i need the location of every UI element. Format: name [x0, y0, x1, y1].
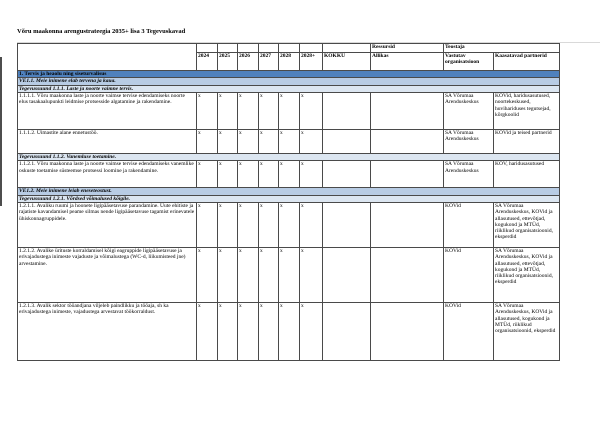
activity-plan-table	[17, 43, 560, 361]
year-mark: x	[238, 129, 259, 153]
year-mark: x	[279, 302, 300, 360]
vastutav-organisatsioon: KOVid	[444, 247, 494, 302]
partner-list: SA Võrumaa Arenduskeskus, KOVid ja allasutused, kogukond ja MTÜd, riiklikud organisatsioonid, eksperdid	[494, 302, 560, 360]
header-teostaja: Teostaja	[444, 44, 560, 53]
kokku-value	[323, 202, 371, 247]
activity-row	[18, 129, 560, 153]
year-mark: x	[197, 92, 218, 129]
vastutav-organisatsioon: KOVid	[444, 302, 494, 360]
year-mark: x	[279, 92, 300, 129]
header-year-2028: 2028	[279, 53, 300, 71]
year-mark: x	[238, 92, 259, 129]
partner-list: SA Võrumaa Arenduskeskus, KOVid ja allasutused, ettevõtjad, kogukond ja MTÜd, riiklikud organisatsioonid, eksperdid	[494, 247, 560, 302]
activity-row	[18, 202, 560, 247]
page-edge-shadow	[0, 57, 2, 206]
section-title: 1. Tervis ja heaolu ning siseturvalisus	[18, 71, 560, 78]
vastutav-organisatsioon: KOVid	[444, 202, 494, 247]
allikas-value	[371, 92, 444, 129]
year-mark: x	[279, 202, 300, 247]
partner-list: KOVid ja teised partnerid	[494, 129, 560, 153]
activity-text: 1.2.1.3. Avalik sektor tööandjana viljeleb paindlikku ja tööaja, sh ka erivajadustega inimeste, vajadustega arvestavat töökorraldust.	[18, 302, 197, 360]
header-empty-cell	[218, 44, 238, 53]
year-mark: x	[279, 129, 300, 153]
year-mark: x	[218, 202, 238, 247]
year-mark: x	[259, 202, 279, 247]
year-mark: x	[197, 129, 218, 153]
year-mark: x	[238, 202, 259, 247]
section-title: VE1.2. Meie inimene leiab eneseteostust.	[18, 188, 560, 195]
year-mark: x	[300, 247, 323, 302]
year-mark: x	[218, 161, 238, 188]
year-mark: x	[197, 247, 218, 302]
year-mark: x	[197, 202, 218, 247]
year-mark: x	[300, 129, 323, 153]
allikas-value	[371, 302, 444, 360]
kokku-value	[323, 129, 371, 153]
allikas-value	[371, 161, 444, 188]
partner-list: SA Võrumaa Arenduskeskus, KOVid ja allasutused, ettevõtjad, kogukond ja MTÜd, riiklikud organisatsioonid, eksperdid	[494, 202, 560, 247]
year-mark: x	[259, 129, 279, 153]
vastutav-organisatsioon: SA Võrumaa Arenduskeskus	[444, 129, 494, 153]
year-mark: x	[218, 92, 238, 129]
section-title: VE1.1. Meie inimene elab tervena ja kaua.	[18, 78, 560, 85]
activity-row	[18, 161, 560, 188]
partner-list: KOV, haridusasutused	[494, 161, 560, 188]
table-header	[18, 44, 560, 71]
kokku-value	[323, 92, 371, 129]
header-year-2027: 2027	[259, 53, 279, 71]
section-title: Tegevussuund 1.1.2. Vanemluse toetamine.	[18, 153, 560, 160]
header-description-cell	[18, 44, 197, 71]
header-vastutav-organisatsioon: Vastutav organisatsioon	[444, 53, 494, 71]
year-mark: x	[197, 161, 218, 188]
activity-table-body	[18, 71, 560, 361]
allikas-value	[371, 129, 444, 153]
activity-row	[18, 92, 560, 129]
activity-text: 1.1.1.2. Uimastite alane ennetustöö.	[18, 129, 197, 153]
year-mark: x	[300, 161, 323, 188]
header-empty-cell	[197, 44, 218, 53]
section-row-level1	[18, 71, 560, 78]
year-mark: x	[259, 92, 279, 129]
header-kaasatavad-partnerid: Kaasatavad partnerid	[494, 53, 560, 71]
year-mark: x	[279, 161, 300, 188]
activity-text: 1.2.1.2. Avalike ürituste korraldamisel kõigi eagruppide ligipääsetavuse ja erivajadustega inimeste vajaduste ja võimalustega (WC-d, liikumisteed jne) arvestamine.	[18, 247, 197, 302]
year-mark: x	[218, 302, 238, 360]
year-mark: x	[238, 161, 259, 188]
allikas-value	[371, 202, 444, 247]
section-row-level2	[18, 78, 560, 85]
partner-list: KOVid, haridusasutused, noortekeskused, huvihariduses tegutsejad, kõrgkoolid	[494, 92, 560, 129]
year-mark: x	[279, 247, 300, 302]
section-row-level3	[18, 85, 560, 92]
header-empty-cell	[323, 44, 371, 53]
header-ressursid: Ressursid	[371, 44, 444, 53]
year-mark: x	[238, 302, 259, 360]
header-empty-cell	[238, 44, 259, 53]
header-empty-cell	[259, 44, 279, 53]
year-mark: x	[238, 247, 259, 302]
allikas-value	[371, 247, 444, 302]
year-mark: x	[197, 302, 218, 360]
year-mark: x	[218, 129, 238, 153]
header-empty-cell	[279, 44, 300, 53]
header-empty-cell	[300, 44, 323, 53]
vastutav-organisatsioon: SA Võrumaa Arenduskeskus	[444, 92, 494, 129]
section-title: Tegevussuund 1.1.1. Laste ja noorte vaimne tervis.	[18, 85, 560, 92]
document-title: Võru maakonna arengustrateegia 2035+ lisa 3 Tegevuskavad	[17, 28, 186, 35]
header-group-row	[18, 44, 560, 53]
kokku-value	[323, 302, 371, 360]
header-year-2025: 2025	[218, 53, 238, 71]
year-mark: x	[300, 202, 323, 247]
year-mark: x	[218, 247, 238, 302]
header-year-2028plus: 2028+	[300, 53, 323, 71]
section-title: Tegevussuund 1.2.1. Võrdsed võimalused kõigile.	[18, 195, 560, 202]
kokku-value	[323, 247, 371, 302]
header-year-2026: 2026	[238, 53, 259, 71]
year-mark: x	[259, 247, 279, 302]
activity-text: 1.2.1.1. Avaliku ruumi ja hoonete ligipääsetavuse parandamine. Uute ehitiste ja rajatiste kavandamisel peame silmas nende ligipääsetavuse tagamist erinevatele ühiskonnagruppidele.	[18, 202, 197, 247]
year-mark: x	[300, 92, 323, 129]
section-row-level3	[18, 153, 560, 160]
year-mark: x	[259, 161, 279, 188]
section-row-level3	[18, 195, 560, 202]
header-kokku: KOKKU	[323, 53, 371, 71]
activity-row	[18, 302, 560, 360]
year-mark: x	[259, 302, 279, 360]
header-allikas: Allikas	[371, 53, 444, 71]
header-year-2024: 2024	[197, 53, 218, 71]
activity-text: 1.1.1.1. Võru maakonna laste ja noorte vaimse tervise edendamiseks noorte elus tasakaalupunkti leidmise protsesside algatamine ja rakendamine.	[18, 92, 197, 129]
section-row-level2	[18, 188, 560, 195]
kokku-value	[323, 161, 371, 188]
activity-row	[18, 247, 560, 302]
year-mark: x	[300, 302, 323, 360]
vastutav-organisatsioon: SA Võrumaa Arenduskeskus	[444, 161, 494, 188]
activity-text: 1.1.2.1. Võru maakonna laste ja noorte vaimse tervise edendamiseks vanemlike oskuste toetamise süsteemse protsessi loomine ja rakendamine.	[18, 161, 197, 188]
